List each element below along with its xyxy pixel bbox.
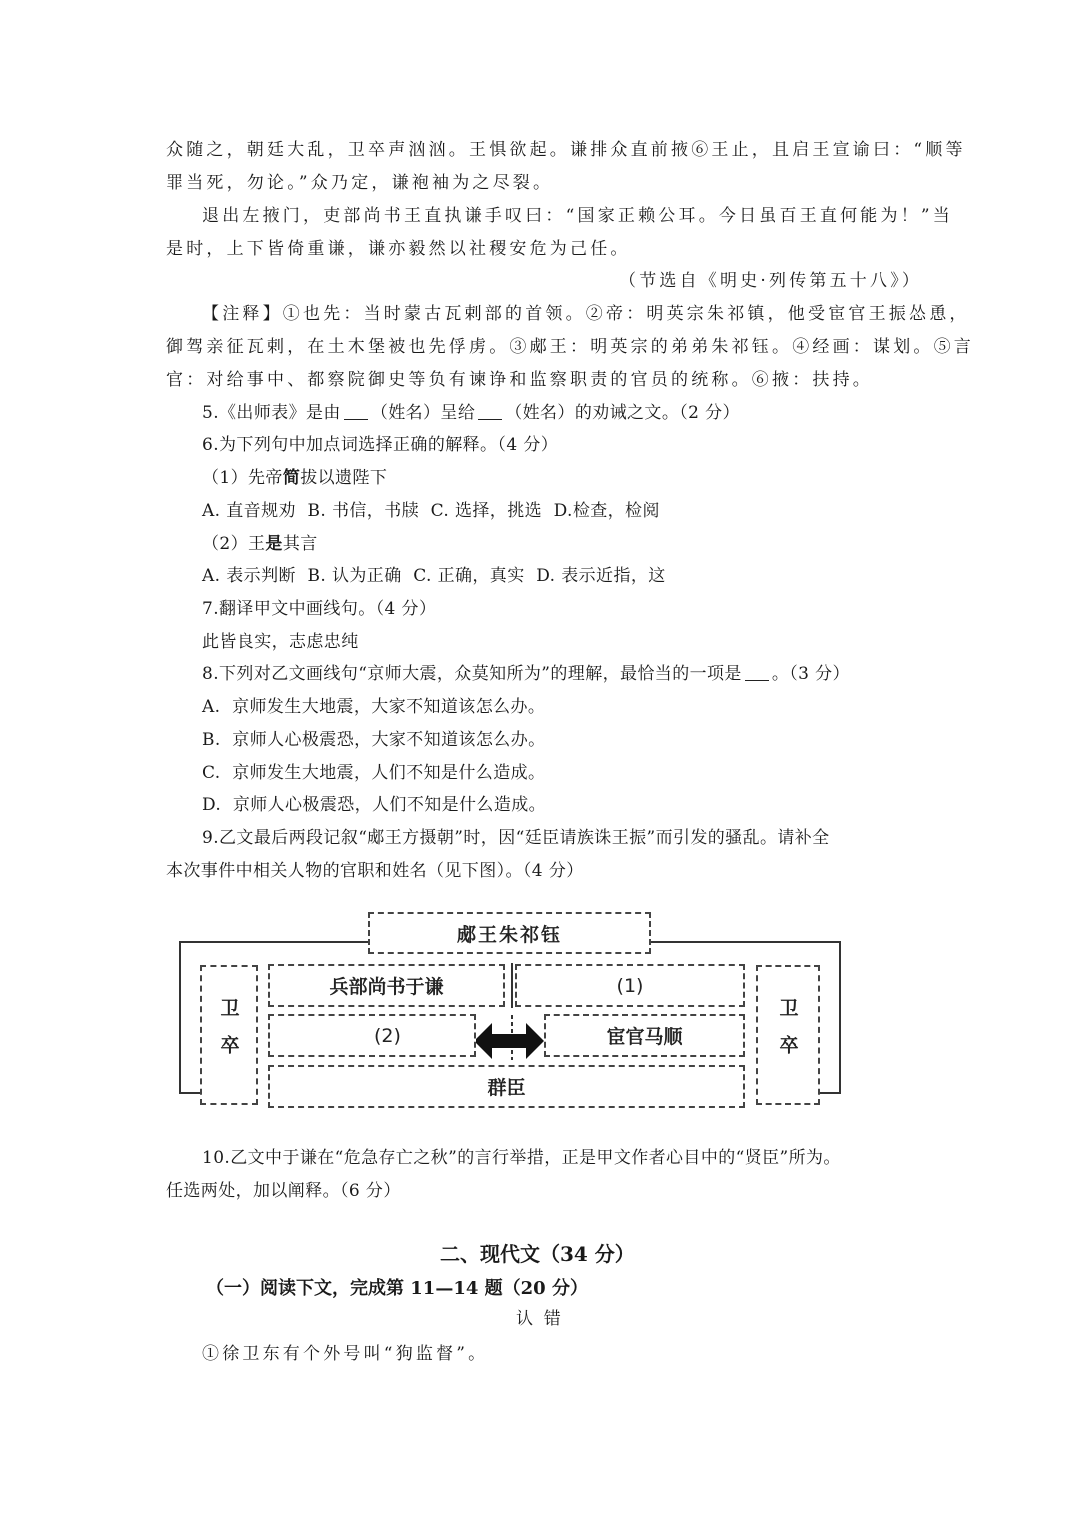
ministers-box: 群臣 [268,1065,745,1108]
eunuch-box: 宦官马顺 [544,1014,745,1057]
question-6-sub1-options: A. 直音规劝 B. 书信，书牍 C. 选择，挑选 D.检查，检阅 [202,501,660,521]
q6-sub2-post: 其言 [282,534,318,554]
q6-sub1-post: 拔以遗陛下 [300,468,388,488]
question-8-stem [202,661,850,687]
notes-line: 官：对给事中、都察院御史等负有谏诤和监察职责的官员的统称。⑥掖：扶持。 [166,370,873,390]
passage-line: 退出左掖门，吏部尚书王直执谦手叹曰：“国家正赖公耳。今日虽百王直何能为！”当 [202,206,953,226]
q6-sub1-pre: （1）先帝 [202,468,283,488]
question-6-sub2-options: A. 表示判断 B. 认为正确 C. 正确，真实 D. 表示近指，这 [202,566,666,586]
q8-option-d: D. 京师人心极震恐，人们不知是什么造成。 [202,795,547,815]
question-7-sentence: 此皆良实，志虑忠纯 [202,632,359,652]
answer-blank[interactable] [478,401,502,420]
q8-option-b: B. 京师人心极震恐，大家不知道该怎么办。 [202,730,546,750]
q8-stem-post: 。（3 分） [771,664,850,684]
question-6-sub2 [202,531,318,557]
question-9-line: 9.乙文最后两段记叙“郕王方摄朝”时，因“廷臣请族诛王振”而引发的骚乱。请补全 [202,828,830,848]
blank-2-box: (2) [268,1014,476,1057]
q6-sub2-word: 是 [265,534,283,554]
blank-1-box: (1) [515,964,745,1007]
section-title: 二、现代文（34 分） [440,1242,635,1266]
notes-line: 【注释】①也先：当时蒙古瓦剌部的首领。②帝：明英宗朱祁镇，他受宦官王振怂恿， [202,304,970,324]
subsection-title: （一）阅读下文，完成第 11—14 题（20 分） [206,1278,588,1299]
source-citation: （节选自《明史·列传第五十八》） [619,271,923,291]
q8-option-a: A. 京师发生大地震，大家不知道该怎么办。 [202,697,546,717]
guard-right-box: 卫卒 [756,965,820,1105]
passage-line: 是时，上下皆倚重谦，谦亦毅然以社稷安危为己任。 [166,239,631,259]
question-9-line: 本次事件中相关人物的官职和姓名（见下图）。（4 分） [166,861,584,881]
double-arrow-icon [474,1023,544,1059]
guard-left-box: 卫卒 [200,965,258,1105]
answer-blank[interactable] [745,662,769,681]
q8-option-c: C. 京师发生大地震，人们不知是什么造成。 [202,763,546,783]
article-title: 认 错 [516,1309,561,1329]
question-7-stem: 7.翻译甲文中画线句。（4 分） [202,599,437,619]
q8-stem-pre: 8.下列对乙文画线句“京师大震，众莫知所为”的理解，最恰当的一项是 [202,664,742,684]
question-6-sub1 [202,465,387,491]
prince-box: 郕王朱祁钰 [368,912,651,954]
q5-text: 5.《出师表》是由 [202,403,341,423]
q6-sub2-pre: （2）王 [202,534,266,554]
q5-text: （姓名）的劝诫之文。（2 分） [505,403,740,423]
q5-text: （姓名）呈给 [370,403,476,423]
minister-yuqian-box: 兵部尚书于谦 [268,964,505,1007]
question-10-line: 任选两处，加以阐释。（6 分） [166,1181,401,1201]
passage-line: 众随之，朝廷大乱，卫卒声汹汹。王惧欲起。谦排众直前掖⑥王止，且启王宣谕曰：“顺等 [166,140,966,160]
notes-line: 御驾亲征瓦剌，在土木堡被也先俘虏。③郕王：明英宗的弟弟朱祁钰。④经画：谋划。⑤言 [166,337,974,357]
article-first-line: ①徐卫东有个外号叫“狗监督”。 [202,1344,489,1364]
question-5 [202,400,740,426]
q6-sub1-word: 简 [282,468,301,488]
answer-blank[interactable] [344,401,368,420]
question-10-line: 10.乙文中于谦在“危急存亡之秋”的言行举措，正是甲文作者心目中的“贤臣”所为。 [202,1148,841,1168]
passage-line: 罪当死，勿论。”众乃定，谦袍袖为之尽裂。 [166,173,554,193]
question-6-stem: 6.为下列句中加点词选择正确的解释。（4 分） [202,435,559,455]
relationship-diagram [168,895,874,1121]
